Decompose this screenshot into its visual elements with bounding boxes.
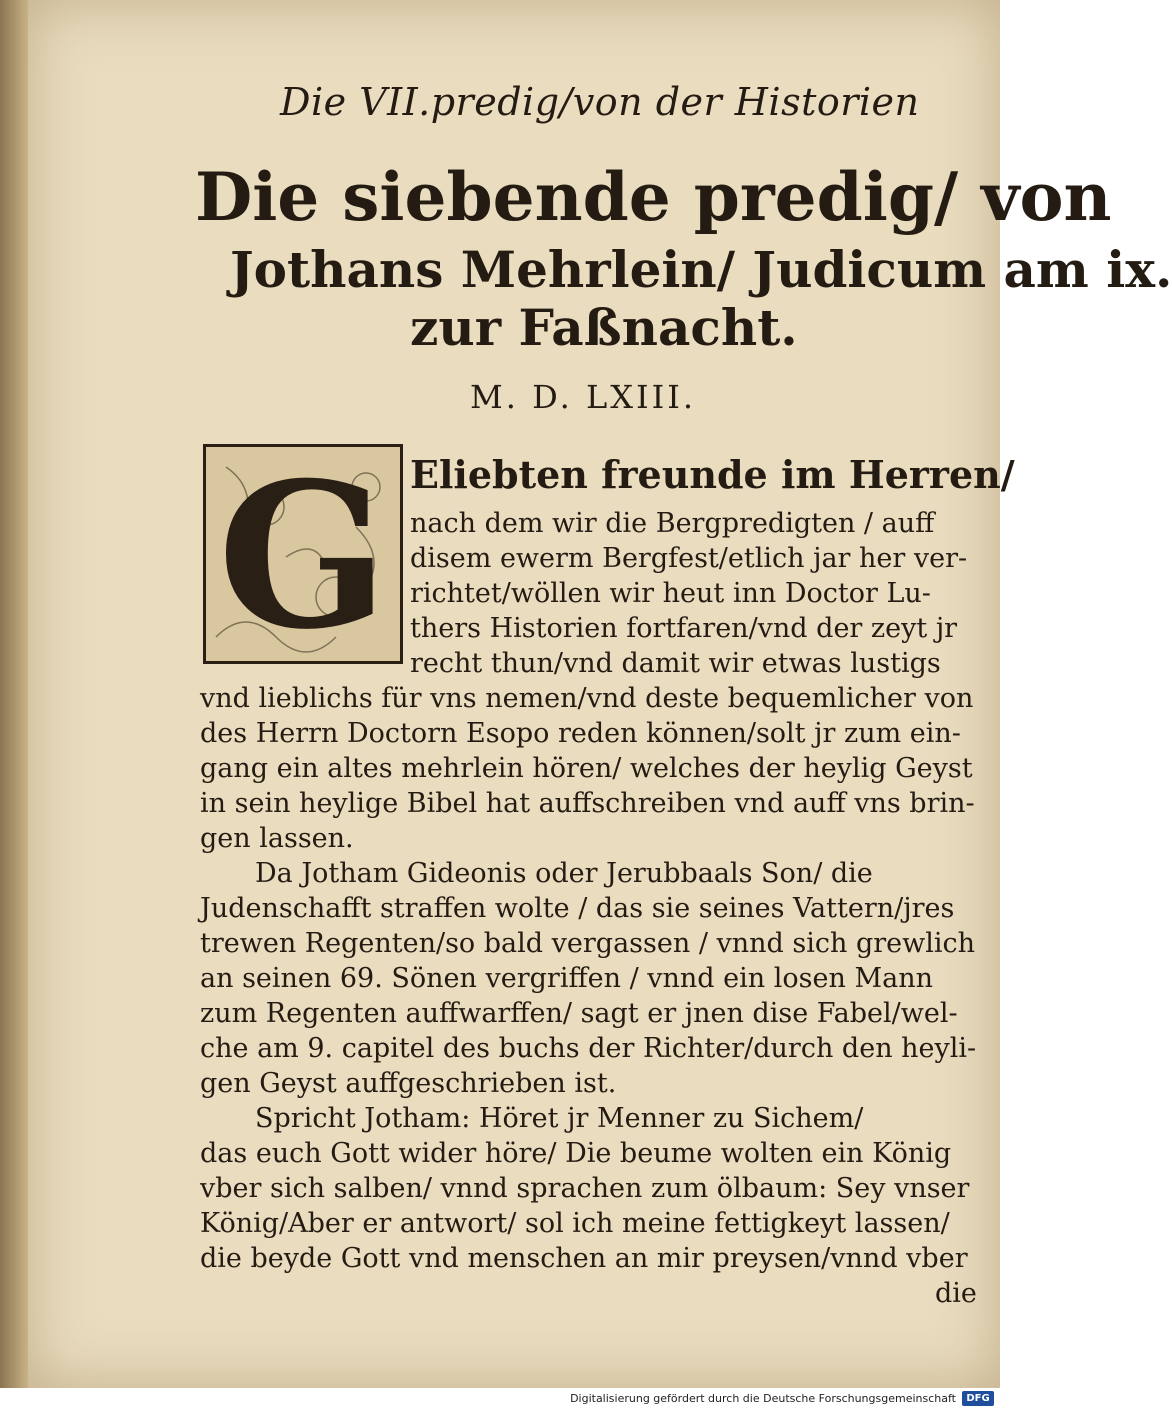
body-line: disem ewerm Bergfest/etlich jar her ver- xyxy=(410,543,968,574)
body-line: vber sich salben/ vnnd sprachen zum ölbaum: Sey vnser xyxy=(200,1173,970,1204)
body-line: gen Geyst auffgeschrieben ist. xyxy=(200,1068,617,1099)
body-line: Da Jotham Gideonis oder Jerubbaals Son/ die xyxy=(255,858,873,889)
running-head: Die VII.predig/von der Historien xyxy=(280,80,920,124)
body-line: gang ein altes mehrlein hören/ welches der heylig Geyst xyxy=(200,753,973,784)
body-line: trewen Regenten/so bald vergassen / vnnd sich grewlich xyxy=(200,928,976,959)
body-line: an seinen 69. Sönen vergriffen / vnnd ein losen Mann xyxy=(200,963,933,994)
body-line: zum Regenten auffwarffen/ sagt er jnen dise Fabel/wel- xyxy=(200,998,958,1029)
body-line: recht thun/vnd damit wir etwas lustigs xyxy=(410,648,941,679)
body-line: vnd lieblichs für vns nemen/vnd deste bequemlicher von xyxy=(200,683,974,714)
body-line: König/Aber er antwort/ sol ich meine fettigkeyt lassen/ xyxy=(200,1208,950,1239)
body-lead-line: Eliebten freunde im Herren/ xyxy=(410,452,1015,497)
dfg-logo: DFG xyxy=(962,1391,994,1406)
body-line: in sein heylige Bibel hat auffschreiben vnd auff vns brin- xyxy=(200,788,975,819)
body-line: die beyde Gott vnd menschen an mir preysen/vnnd vber xyxy=(200,1243,968,1274)
body-line: gen lassen. xyxy=(200,823,354,854)
title-line-2: Jothans Mehrlein/ Judicum am ix. xyxy=(230,240,1172,299)
body-line: das euch Gott wider höre/ Die beume wolten ein König xyxy=(200,1138,952,1169)
catchword: die xyxy=(935,1278,977,1309)
body-line: nach dem wir die Bergpredigten / auff xyxy=(410,508,935,539)
body-line: richtet/wöllen wir heut inn Doctor Lu- xyxy=(410,578,931,609)
footer-credit: Digitalisierung gefördert durch die Deutsche Forschungsgemeinschaft xyxy=(570,1392,956,1405)
body-line: che am 9. capitel des buchs der Richter/durch den heyli- xyxy=(200,1033,977,1064)
initial-letter: G xyxy=(217,439,389,674)
body-line: des Herrn Doctorn Esopo reden können/solt jr zum ein- xyxy=(200,718,961,749)
footer-bar xyxy=(0,1388,1000,1411)
body-line: Judenschafft straffen wolte / das sie seines Vattern/jres xyxy=(200,893,955,924)
body-line: Spricht Jotham: Höret jr Menner zu Sichem/ xyxy=(255,1103,864,1134)
year-line: M. D. LXIII. xyxy=(470,378,697,416)
binding-fold xyxy=(0,0,30,1388)
body-line: thers Historien fortfaren/vnd der zeyt jr xyxy=(410,613,958,644)
title-line-3: zur Faßnacht. xyxy=(410,298,798,357)
decorated-initial xyxy=(203,439,403,674)
title-line-1: Die siebende predig/ von xyxy=(195,158,1112,236)
